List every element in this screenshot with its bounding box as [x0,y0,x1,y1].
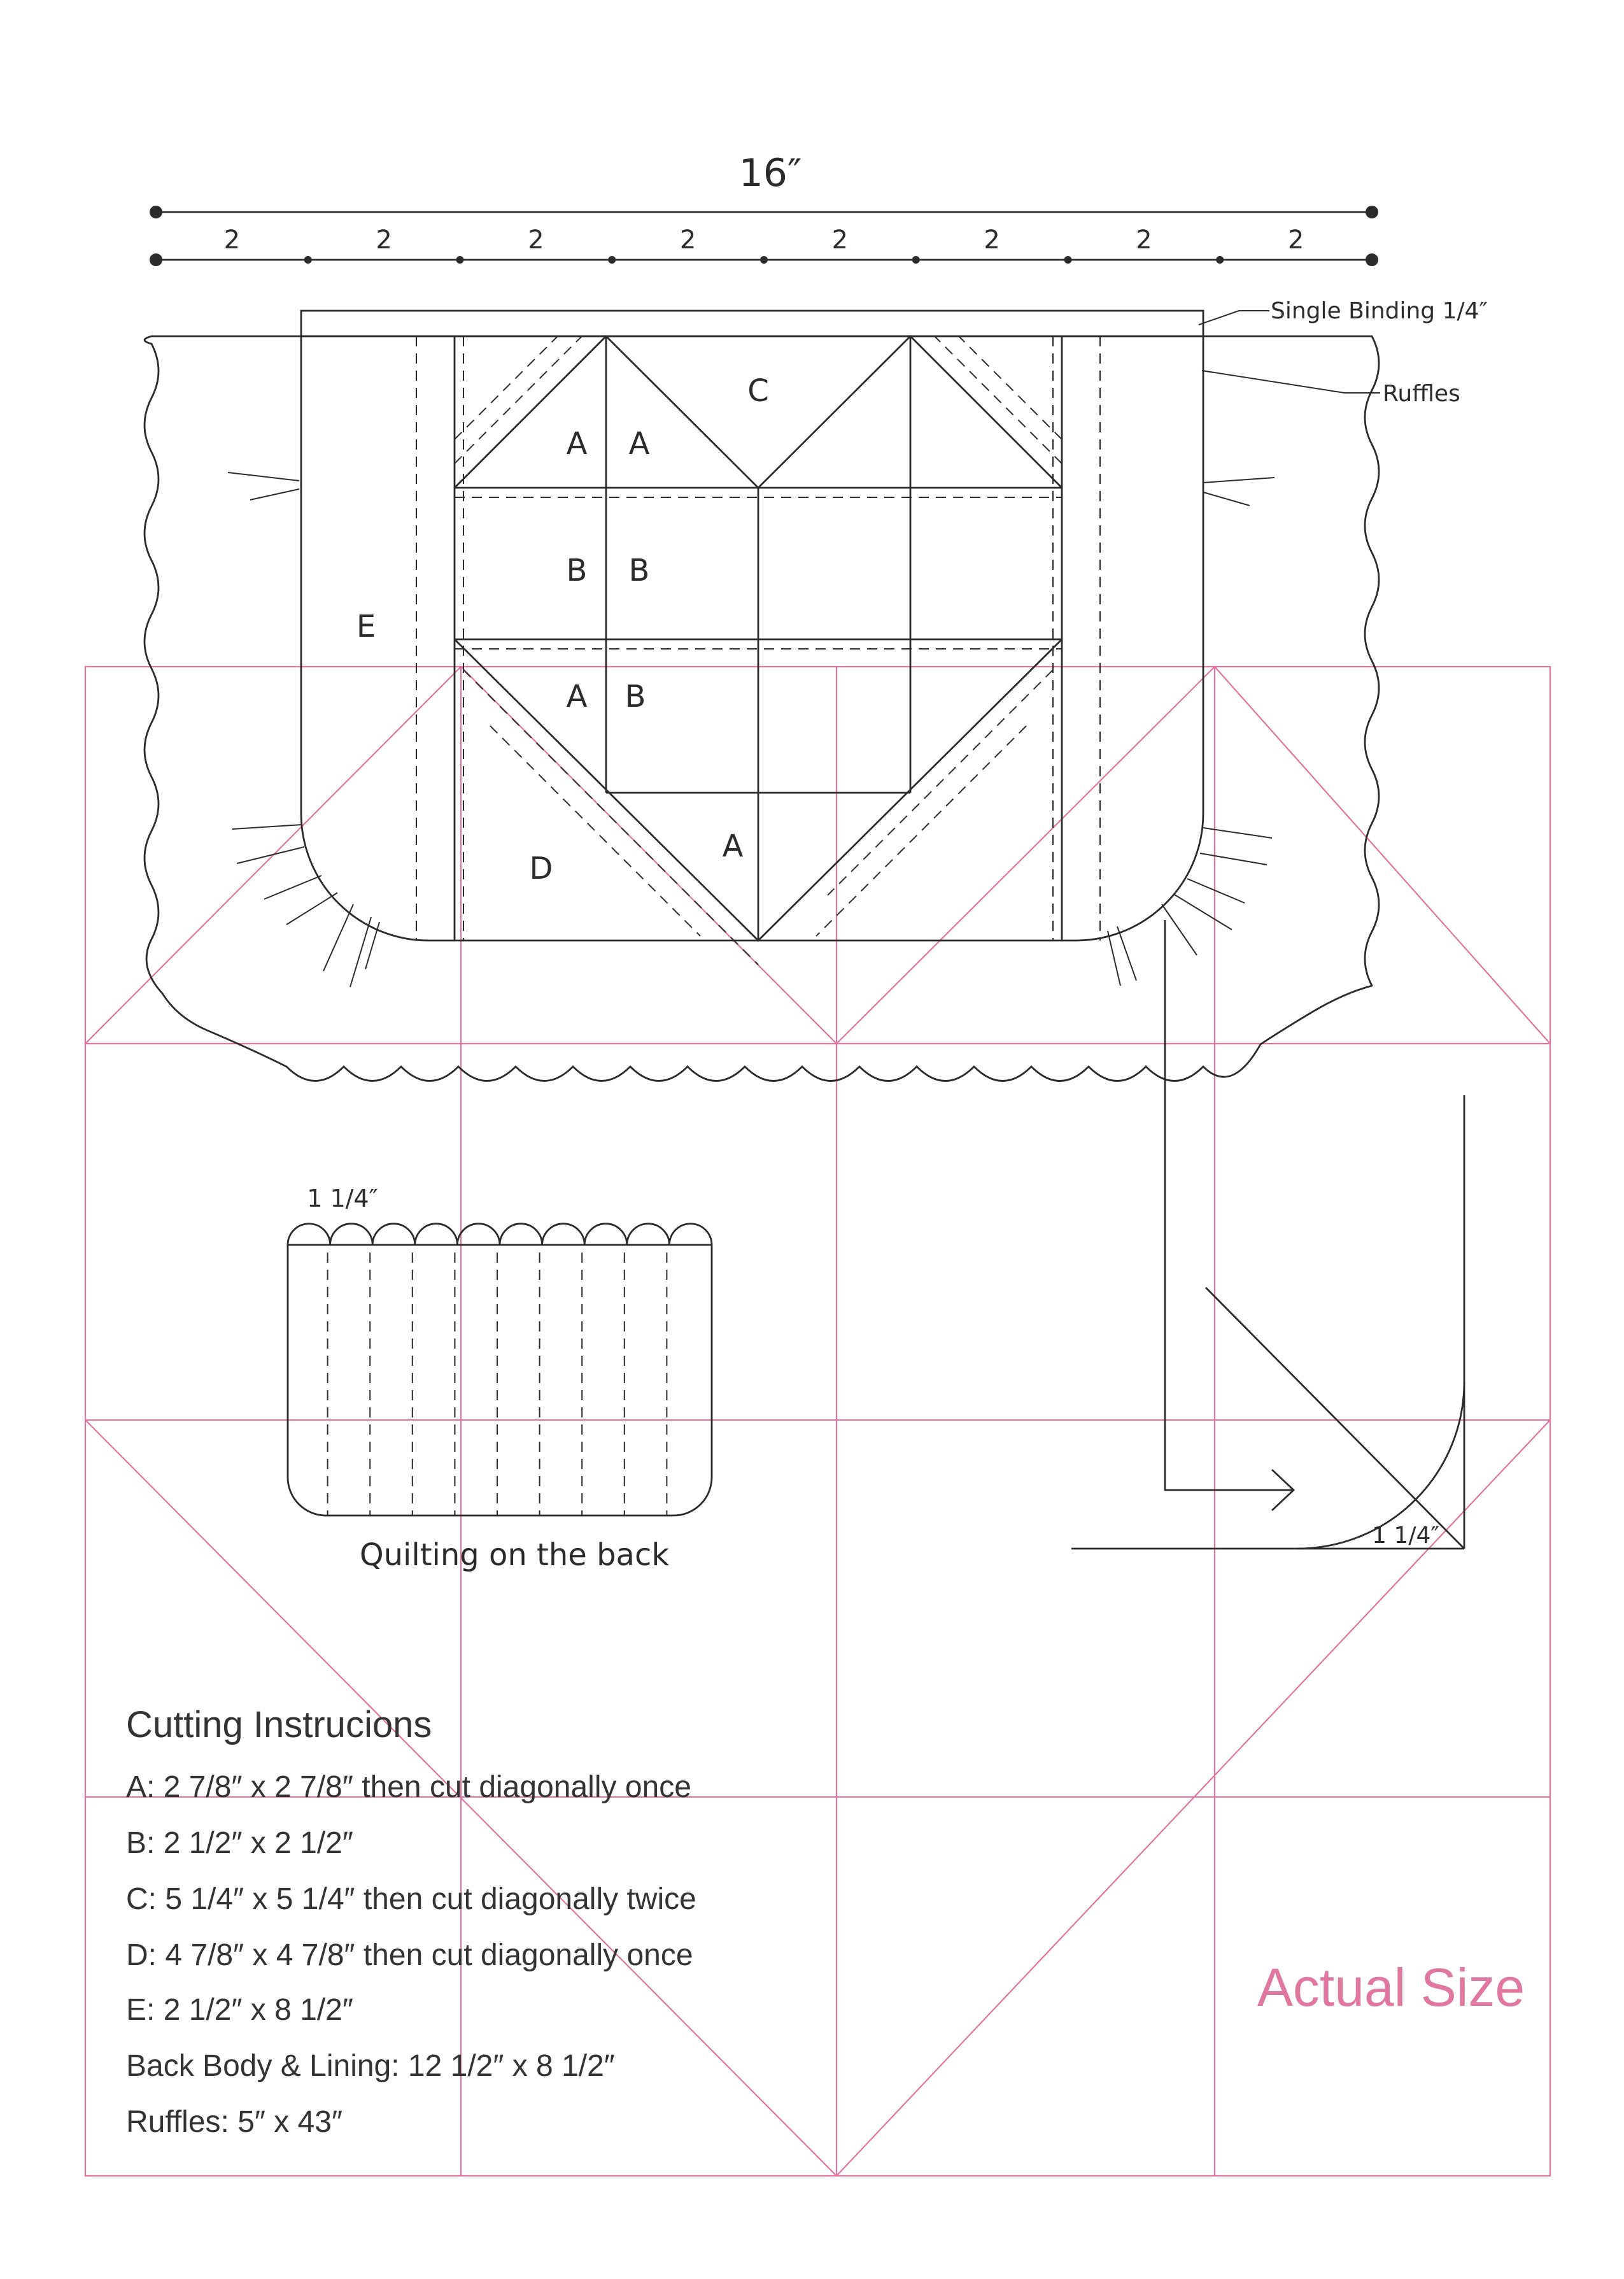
patch-labels [357,373,769,886]
segment-label: 2 [1287,225,1304,255]
segment-label: 2 [376,225,392,255]
patch-label-a: A [566,679,588,714]
binding-callout [1199,298,1488,325]
scallop-edge [288,1224,712,1245]
segment-label: 2 [223,225,241,255]
patch-label-d: D [529,851,553,886]
quilting-diagram [288,1184,712,1573]
cutting-line: C: 5 1/4″ x 5 1/4″ then cut diagonally twice [126,1882,696,1916]
ruffles-callout [1202,371,1460,407]
grid-diagonal [85,667,1550,1044]
cutting-line: Ruffles: 5″ x 43″ [126,2105,342,2139]
patch-label-b: B [625,679,646,714]
patch-label-a: A [566,426,588,462]
cutting-line: B: 2 1/2″ x 2 1/2″ [126,1826,353,1860]
gather-marks [228,472,1274,987]
corner-radius-label: 1 1/4″ [1372,1523,1439,1549]
cutting-instructions [126,1704,696,2139]
segment-tick [1064,256,1072,264]
scallop-width-label: 1 1/4″ [307,1184,378,1212]
total-width-label: 16″ [738,151,802,195]
segment-label: 2 [679,225,696,255]
segment-label: 2 [528,225,544,255]
arrow-line [1165,920,1292,1490]
cutting-line: E: 2 1/2″ x 8 1/2″ [126,1993,353,2027]
dimension-endpoint [150,206,162,218]
corner-detail [1071,920,1464,1549]
dimension-endpoint [150,253,162,266]
dimension-endpoint [1366,206,1378,218]
patch-label-b: B [628,553,650,588]
patch-label-a: A [628,426,650,462]
patch-label-e: E [356,609,376,644]
dimension-bar [150,151,1378,266]
patch-label-c: C [747,373,769,409]
binding-label: Single Binding 1/4″ [1271,298,1488,324]
cutting-line: A: 2 7/8″ x 2 7/8″ then cut diagonally once [126,1770,691,1804]
actual-size-label: Actual Size [1257,1957,1525,2017]
bag-body-outline [301,336,1203,941]
segment-tick [304,256,312,264]
cutting-title: Cutting Instrucions [126,1704,432,1745]
segment-tick [608,256,616,264]
quilting-caption: Quilting on the back [359,1537,670,1573]
corner-diagonal [1206,1288,1464,1549]
segment-label: 2 [831,225,849,255]
heart-block [455,336,1062,941]
cutting-line: Back Body & Lining: 12 1/2″ x 8 1/2″ [126,2049,615,2083]
patch-label-b: B [566,553,588,588]
single-binding-strip [301,311,1203,336]
dimension-endpoint [1366,253,1378,266]
segment-tick [1216,256,1224,264]
back-panel-outline [288,1245,712,1516]
ruffles-label: Ruffles [1383,381,1460,407]
segment-tick [456,256,464,264]
patch-label-a: A [722,828,744,864]
segment-tick [760,256,768,264]
segment-label: 2 [984,225,1000,255]
segment-tick [912,256,920,264]
cutting-line: D: 4 7/8″ x 4 7/8″ then cut diagonally once [126,1938,693,1972]
segment-label: 2 [1136,225,1152,255]
